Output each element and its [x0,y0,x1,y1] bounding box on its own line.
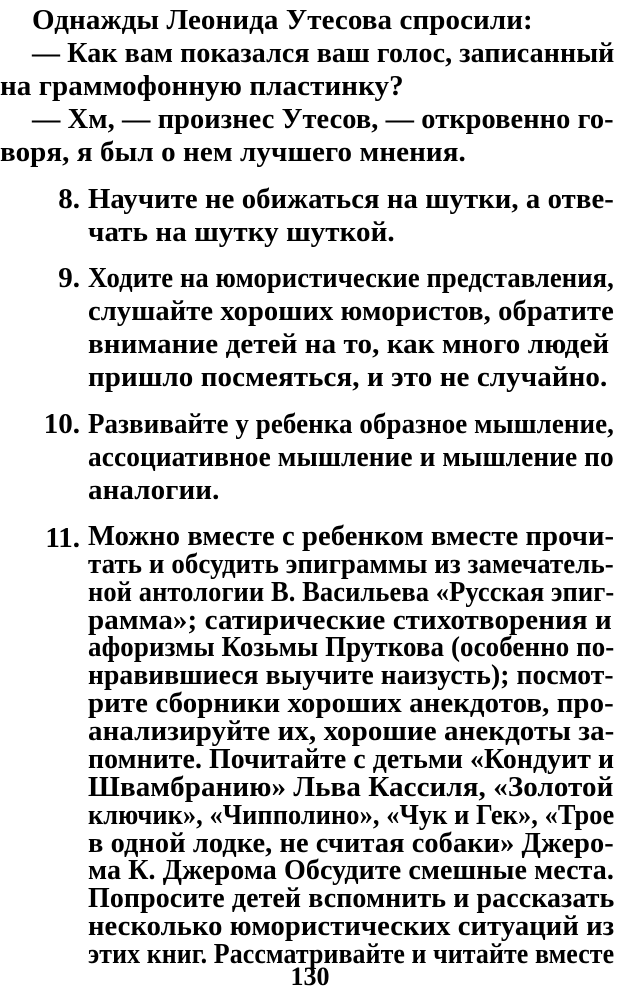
list-item-line: в одной лодке, не считая собаки» Джеро- [88,827,614,859]
anecdote-line: Однажды Леонида Утесова спросили: [32,4,533,36]
list-item-line: анализируйте их, хорошие анекдоты за- [88,715,615,747]
list-item-line: рамма»; сатирические стихотворения и [88,604,612,636]
list-item-line: ной антологии В. Васильева «Русская эпиг- [88,576,615,608]
list-item-line: внимание детей на то, как много людей [88,328,610,360]
list-item-number: 10. [43,408,80,440]
list-item-line: ключик», «Чипполино», «Чук и Гек», «Трое [88,799,615,831]
list-item-line: чать на шутку шуткой. [88,216,395,248]
list-item-line: рите сборники хороших анекдотов, про- [88,687,614,719]
list-item-line: нравившиеся выучите наизусть); посмот- [88,659,614,691]
page-number: 130 [290,962,330,991]
list-item-line: несколько юмористических ситуаций из [88,910,615,942]
list-item-line: Развивайте у ребенка образное мышление, [88,408,614,440]
list-item-line: ма К. Джерома Обсудите смешные места. [88,854,614,886]
list-item-line: Научите не обижаться на шутки, а отве- [88,183,614,215]
list-item-number: 8. [58,183,80,215]
list-item-line: помните. Почитайте с детьми «Кондуит и [88,743,615,775]
list-item-line: афоризмы Козьмы Пруткова (особенно по- [88,631,615,663]
anecdote-line: воря, я был о нем лучшего мнения. [0,136,466,168]
list-item-line: ассоциативное мышление и мышление по [88,441,614,473]
list-item-line: пришло посмеяться, и это не случайно. [88,361,608,393]
list-item-line: аналогии. [88,474,220,506]
list-item-number: 11. [45,522,80,554]
anecdote-line: — Хм, — произнес Утесов, — откровенно го- [32,103,614,135]
list-item-number: 9. [58,262,80,294]
list-item-line: Попросите детей вспомнить и рассказать [88,882,615,914]
list-item-line: Швамбранию» Льва Кассиля, «Золотой [88,771,614,803]
list-item-line: слушайте хороших юмористов, обратите [88,295,614,327]
list-item-line: этих книг. Рассматривайте и читайте вместе [88,938,615,970]
list-item-line: Ходите на юмористические представления, [88,262,614,294]
list-item-line: тать и обсудить эпиграммы из замечатель- [88,548,614,580]
anecdote-line: — Как вам показался ваш голос, записанный [32,37,615,69]
anecdote-line: на граммофонную пластинку? [0,70,404,102]
list-item-line: Можно вместе с ребенком вместе прочи- [88,520,615,552]
